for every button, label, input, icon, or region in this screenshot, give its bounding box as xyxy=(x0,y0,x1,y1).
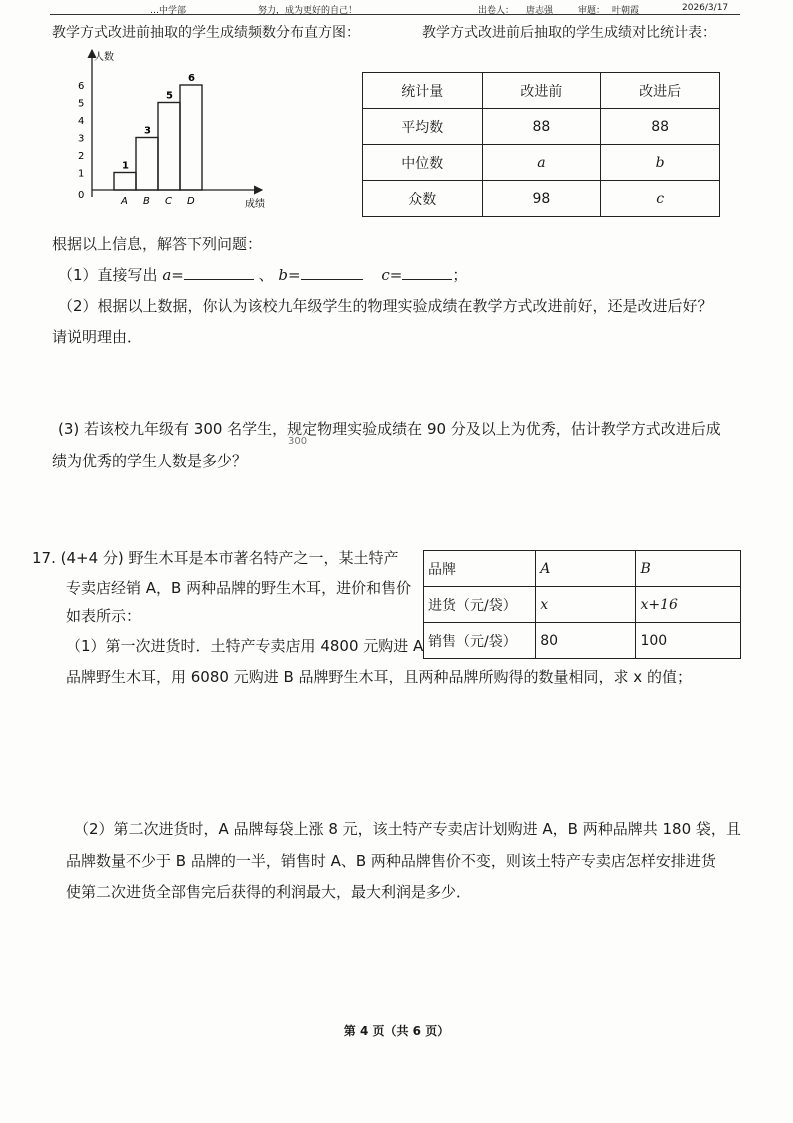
stats-cell: 平均数 xyxy=(363,109,483,145)
q16-a-label: a= xyxy=(162,266,184,284)
q17-part1-line1: （1）第一次进货时．土特产专卖店用 4800 元购进 A xyxy=(66,637,424,655)
price-cell: A xyxy=(536,551,636,587)
q16-end: ； xyxy=(452,266,468,284)
header-divider xyxy=(50,14,740,15)
price-cell: B xyxy=(636,551,741,587)
histogram-bar xyxy=(136,138,158,191)
header-date: 2026/3/17 xyxy=(682,3,729,13)
answer-blank-c[interactable] xyxy=(402,263,452,280)
q17-part2-line2: 品牌数量不少于 B 品牌的一半，销售时 A、B 两种品牌售价不变，则该土特产专卖店怎样安排进货 xyxy=(66,852,716,870)
stats-header-cell: 改进前 xyxy=(482,73,601,109)
stats-cell: b xyxy=(601,145,720,181)
q16-part1 xyxy=(58,263,467,286)
stats-header-cell: 改进后 xyxy=(601,73,720,109)
bar-value-label: 6 xyxy=(188,73,195,84)
header-school: …中学部 xyxy=(150,6,187,16)
header-reviewer: 叶朝霞 xyxy=(612,6,640,16)
price-cell: x xyxy=(536,587,636,623)
header-reviewer-label: 审题： xyxy=(578,6,606,16)
stats-cell: c xyxy=(601,181,720,217)
q16-part3-line2: 绩为优秀的学生人数是多少？ xyxy=(52,452,248,470)
page-footer: 第 4 页（共 6 页） xyxy=(343,1024,450,1038)
stats-cell: 众数 xyxy=(363,181,483,217)
histogram-bar xyxy=(158,103,180,191)
y-tick-label: 2 xyxy=(78,151,85,162)
q16-b-label: b= xyxy=(278,266,301,284)
q16-sep: 、 xyxy=(258,266,274,284)
stats-table xyxy=(362,72,720,217)
answer-blank-a[interactable] xyxy=(184,263,254,280)
y-axis-label: 人数 xyxy=(94,52,114,63)
histogram-bar xyxy=(114,173,136,191)
q17-part2-line3: 使第二次进货全部售完后获得的利润最大，最大利润是多少． xyxy=(66,883,472,901)
page-header xyxy=(0,0,793,16)
frequency-histogram xyxy=(70,40,280,215)
q16-intro: 根据以上信息，解答下列问题： xyxy=(52,235,263,253)
price-cell: 销售（元/袋） xyxy=(424,623,536,659)
y-tick-label: 3 xyxy=(78,133,85,145)
bar-value-label: 3 xyxy=(144,125,151,137)
stats-cell: 88 xyxy=(601,109,720,145)
q17-line3: 如表所示： xyxy=(66,607,142,625)
y-tick-label: 6 xyxy=(78,81,85,92)
x-category-label: D xyxy=(187,196,195,207)
q16-part2-line1: （2）根据以上数据，你认为该校九年级学生的物理实验成绩在教学方式改进前好，还是改进后好？ xyxy=(58,297,713,315)
stats-table-title: 教学方式改进前后抽取的学生成绩对比统计表： xyxy=(422,25,716,41)
header-author-label: 出卷人： xyxy=(478,6,515,16)
header-author: 唐志强 xyxy=(526,6,554,16)
handwritten-scribble: 300 xyxy=(288,436,308,447)
q17-part1-line2: 品牌野生木耳，用 6080 元购进 B 品牌野生木耳，且两种品牌所购得的数量相同，求 x 的值； xyxy=(66,668,692,686)
bar-value-label: 1 xyxy=(122,160,129,172)
q17-line1: 17. (4+4 分) 野生木耳是本市著名特产之一，某土特产 xyxy=(32,549,399,567)
q16-c-label: c= xyxy=(381,266,403,284)
price-cell: 进货（元/袋） xyxy=(424,587,536,623)
stats-cell: 98 xyxy=(482,181,601,217)
x-category-label: B xyxy=(143,196,150,207)
q17-line2: 专卖店经销 A，B 两种品牌的野生木耳，进价和售价 xyxy=(66,579,412,597)
price-cell: 80 xyxy=(536,623,636,659)
q16-part3-line1: (3) 若该校九年级有 300 名学生，规定物理实验成绩在 90 分及以上为优秀，估计教学方式改进后成 xyxy=(58,420,721,438)
answer-blank-b[interactable] xyxy=(301,263,363,280)
y-tick-label: 4 xyxy=(78,116,85,127)
x-category-label: A xyxy=(121,196,128,207)
x-category-label: C xyxy=(165,196,172,207)
q16-part2-line2: 请说明理由． xyxy=(52,328,143,346)
histogram-title: 教学方式改进前抽取的学生成绩频数分布直方图： xyxy=(52,25,360,41)
y-tick-label: 5 xyxy=(78,98,85,110)
header-motto: 努力，成为更好的自己！ xyxy=(258,6,358,16)
bar-value-label: 5 xyxy=(166,90,173,102)
price-cell: x+16 xyxy=(636,587,741,623)
stats-cell: a xyxy=(482,145,601,181)
histogram-bar xyxy=(180,85,202,190)
price-cell: 品牌 xyxy=(424,551,536,587)
y-tick-label: 0 xyxy=(78,190,85,201)
q16-part1-label: （1）直接写出 xyxy=(58,266,158,284)
stats-cell: 中位数 xyxy=(363,145,483,181)
x-axis-label: 成绩 xyxy=(245,199,265,210)
y-tick-label: 1 xyxy=(78,168,85,180)
price-cell: 100 xyxy=(636,623,741,659)
price-table xyxy=(423,550,741,659)
stats-header-cell: 统计量 xyxy=(363,73,483,109)
stats-cell: 88 xyxy=(482,109,601,145)
q17-part2-line1: （2）第二次进货时，A 品牌每袋上涨 8 元，该土特产专卖店计划购进 A，B 两种品牌共 180 袋，且 xyxy=(74,820,741,838)
